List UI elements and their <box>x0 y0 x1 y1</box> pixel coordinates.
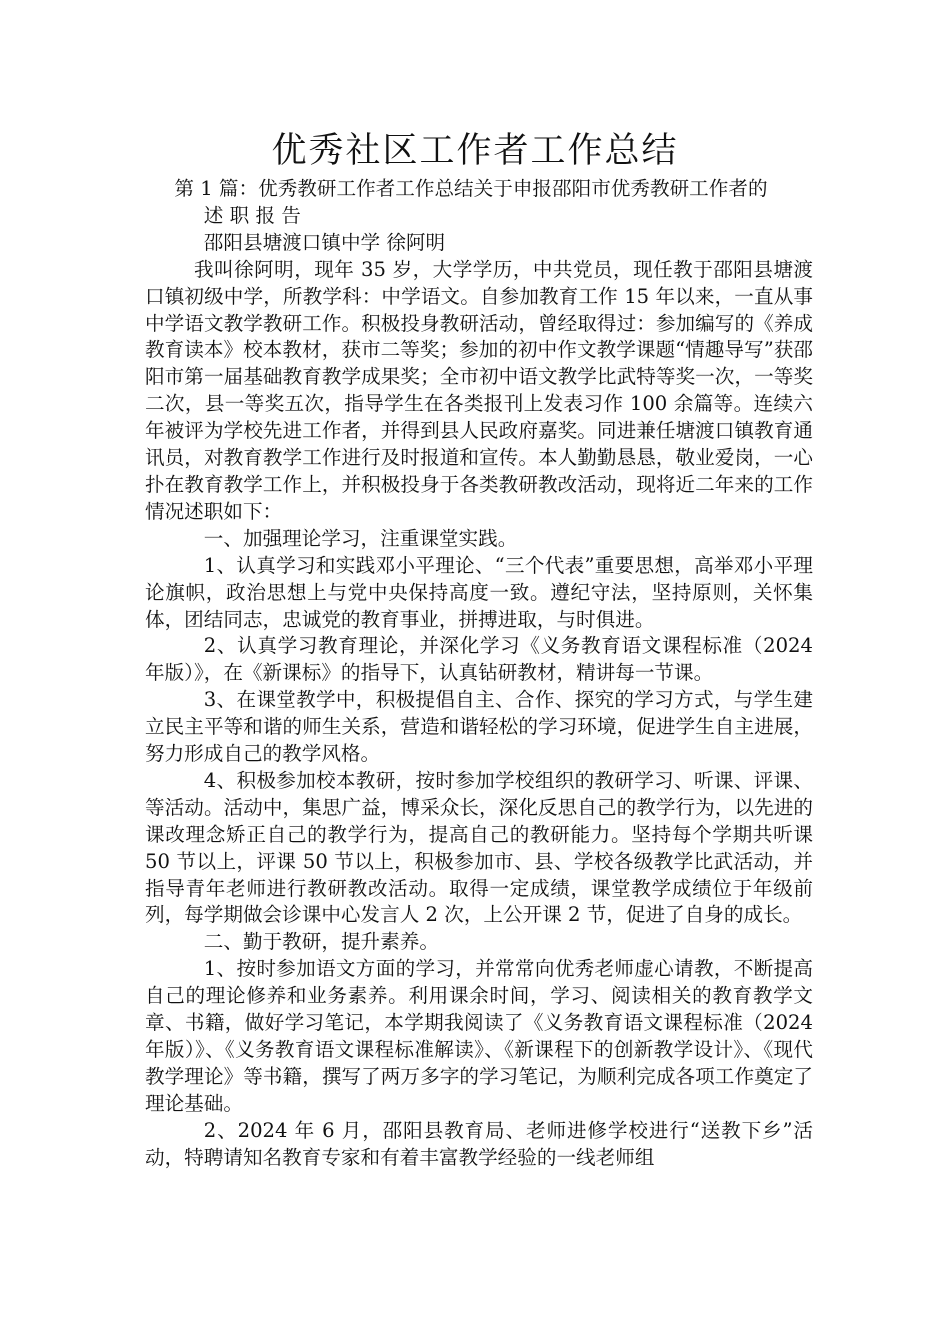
paragraph: 邵阳县塘渡口镇中学 徐阿明 <box>203 230 446 254</box>
document-title: 优秀社区工作者工作总结 <box>271 131 679 171</box>
paragraph: 述 职 报 告 <box>203 203 301 227</box>
paragraph: 1、认真学习和实践邓小平理论、“三个代表”重要思想，高举邓小平理论旗帜，政治思想上与党中央保持高度一致。遵纪守法，坚持原则，关怀集体，团结同志，忠诚党的教育事业，拼搏进取，与时俱进。 <box>145 553 813 631</box>
paragraph: 二、勤于教研，提升素养。 <box>203 930 439 954</box>
paragraph: 我叫徐阿明，现年 35 岁，大学学历，中共党员，现任教于邵阳县塘渡口镇初级中学，所教学科：中学语文。自参加教育工作 15 年以来，一直从事中学语文教学教研工作。积极投身教研活动，曾经取得过：参加编写的《养成教育读本》校本教材，获市二等奖；参加的初中作文教学课题“情趣导写”获邵阳市第一届基础教育教学成果奖；全市初中语文教学比武特等奖一次，一等奖二次，县一等奖五次，指导学生在各类报刊上发表习作 100 余篇等。连续六年被评为学校先进工作者，并得到县人民政府嘉奖。同进兼任塘渡口镇教育通讯员，对教育教学工作进行及时报道和宣传。本人勤勤恳恳，敬业爱岗，一心扑在教育教学工作上，并积极投身于各类教研教改活动，现将近二年来的工作情况述职如下： <box>145 257 813 523</box>
paragraph: 第 1 篇：优秀教研工作者工作总结关于申报邵阳市优秀教研工作者的 <box>174 177 768 200</box>
document-body <box>145 176 813 1172</box>
paragraph: 2、2024 年 6 月，邵阳县教育局、老师进修学校进行“送教下乡”活动，特聘请知名教育专家和有着丰富教学经验的一线老师组 <box>145 1118 813 1169</box>
paragraph: 1、按时参加语文方面的学习，并常常向优秀老师虚心请教，不断提高自己的理论修养和业务素养。利用课余时间，学习、阅读相关的教育教学文章、书籍，做好学习笔记，本学期我阅读了《义务教育语文课程标准（2024 年版）》、《义务教育语文课程标准解读》、《新课程下的创新教学设计》、《现代教学理论》等书籍，撰写了两万多字的学习笔记，为顺利完成各项工作奠定了理论基础。 <box>145 957 813 1115</box>
paragraph: 一、加强理论学习，注重课堂实践。 <box>203 526 518 550</box>
paragraph: 2、认真学习教育理论，并深化学习《义务教育语文课程标准（2024 年版）》，在《新课标》的指导下，认真钻研教材，精讲每一节课。 <box>145 634 813 685</box>
paragraph: 3、在课堂教学中，积极提倡自主、合作、探究的学习方式，与学生建立民主平等和谐的师生关系，营造和谐轻松的学习环境，促进学生自主进展，努力形成自己的教学风格。 <box>145 688 813 766</box>
paragraph: 4、积极参加校本教研，按时参加学校组织的教研学习、听课、评课、等活动。活动中，集思广益，博采众长，深化反思自己的教学行为，以先进的课改理念矫正自己的教学行为，提高自己的教研能力。坚持每个学期共听课 50 节以上，评课 50 节以上，积极参加市、县、学校各级教学比武活动，并指导青年老师进行教研教改活动。取得一定成绩，课堂教学成绩位于年级前列，每学期做会诊课中心发言人 2 次，上公开课 2 节，促进了自身的成长。 <box>145 768 813 927</box>
